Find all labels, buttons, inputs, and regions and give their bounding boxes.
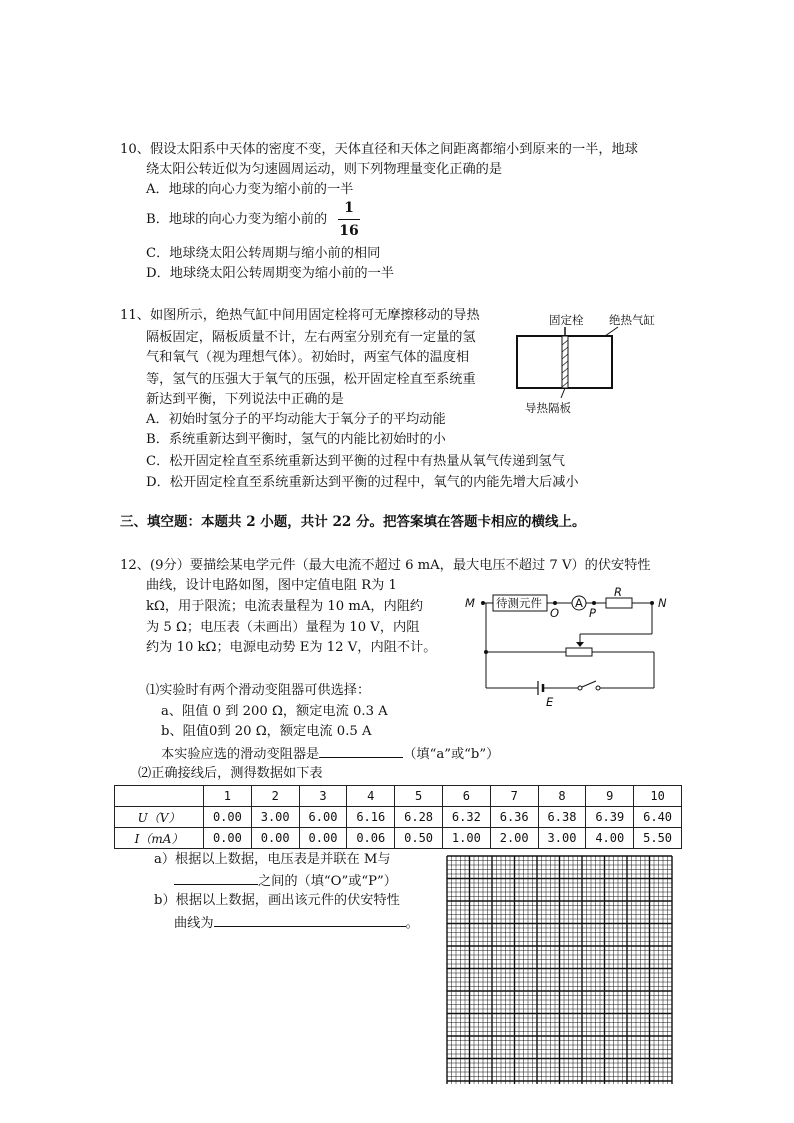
rheostat xyxy=(566,648,592,656)
answer-blank-rheostat[interactable] xyxy=(319,743,403,758)
table-cell: 3.00 xyxy=(251,807,299,828)
q12-part2-title: ⑵正确接线后，测得数据如下表 xyxy=(138,766,323,781)
resistor-r-label: R xyxy=(614,585,622,599)
graph-paper-grid[interactable] xyxy=(446,855,673,1085)
table-header-cell: 5 xyxy=(395,786,443,807)
table-cell: 0.00 xyxy=(299,828,347,849)
battery-e-label: E xyxy=(546,695,554,709)
q10-option-c: C．地球绕太阳公转周期与缩小前的相同 xyxy=(146,246,381,261)
q11-option-c: C．松开固定栓直至系统重新达到平衡的过程中有热量从氧气传递到氢气 xyxy=(146,454,565,469)
q12-stem-line5: 约为 10 kΩ；电源电动势 E为 12 V，内阻不计。 xyxy=(146,640,437,655)
q12-part1-question xyxy=(161,743,499,765)
element-under-test-label: 待测元件 xyxy=(496,596,542,610)
node-o-label: O xyxy=(550,606,560,620)
q12-stem-line1: 12、(9分）要描绘某电学元件（最大电流不超过 6 mA，最大电压不超过 7 V）的伏安特性 xyxy=(120,558,651,573)
row-label-current: I（mA） xyxy=(115,828,204,849)
q10-fraction-bar xyxy=(338,219,360,220)
q10-fraction-denominator: 16 xyxy=(339,223,359,239)
q11-stem-line5: 新达到平衡，下列说法中正确的是 xyxy=(146,392,344,407)
q11-stem-line4: 等，氢气的压强大于氧气的压强，松开固定栓直至系统重 xyxy=(146,372,476,387)
table-cell: 0.00 xyxy=(204,807,252,828)
table-cell: 5.50 xyxy=(634,828,682,849)
fixed-pin-label: 固定栓 xyxy=(549,313,584,327)
table-cell: 6.36 xyxy=(490,807,538,828)
table-cell: 2.00 xyxy=(490,828,538,849)
q12-part1-question-text: 本实验应选的滑动变阻器是 xyxy=(161,747,320,762)
q12-stem-line3: kΩ，用于限流；电流表量程为 10 mA，内阻约 xyxy=(146,599,424,614)
table-cell: 6.16 xyxy=(347,807,395,828)
table-row-current xyxy=(115,828,682,849)
table-cell: 6.00 xyxy=(299,807,347,828)
table-row-voltage xyxy=(115,807,682,828)
q11-option-d: D．松开固定栓直至系统重新达到平衡的过程中，氧气的内能先增大后减小 xyxy=(146,475,579,490)
cylinder-pointer-line xyxy=(605,327,618,336)
answer-blank-curve[interactable] xyxy=(214,912,406,927)
q12-sub-a-line2-text: 之间的（填“O”或“P”） xyxy=(258,874,397,889)
table-header-cell: 6 xyxy=(442,786,490,807)
q12-part1-option-b: b、阻值0到 20 Ω，额定电流 0.5 A xyxy=(161,724,372,739)
switch-contact-left xyxy=(578,686,582,690)
resistor-r xyxy=(606,598,632,608)
switch-contact-right xyxy=(596,686,600,690)
q11-cylinder-figure xyxy=(505,305,685,420)
table-header-cell xyxy=(115,786,204,807)
q12-data-table xyxy=(114,785,682,849)
table-cell: 6.32 xyxy=(442,807,490,828)
q12-stem-line2: 曲线，设计电路如图，图中定值电阻 R为 1 xyxy=(146,578,397,593)
table-header-cell: 1 xyxy=(204,786,252,807)
table-header-cell: 7 xyxy=(490,786,538,807)
table-header-cell: 4 xyxy=(347,786,395,807)
table-cell: 0.00 xyxy=(251,828,299,849)
q10-option-d: D．地球绕太阳公转周期变为缩小前的一半 xyxy=(146,266,394,281)
q12-sub-b-line2 xyxy=(174,912,419,934)
q12-sub-b-line2-text: 曲线为 xyxy=(174,916,214,931)
table-cell: 6.38 xyxy=(538,807,586,828)
q12-stem-line4: 为 5 Ω；电压表（未画出）量程为 10 V，内阻 xyxy=(146,620,420,635)
node-p-label: P xyxy=(589,606,596,620)
q12-circuit-diagram xyxy=(462,584,682,714)
q12-part1-option-a: a、阻值 0 到 200 Ω，额定电流 0.3 A xyxy=(161,704,388,719)
table-cell: 6.40 xyxy=(634,807,682,828)
q12-sub-b-line1: b）根据以上数据，画出该元件的伏安特性 xyxy=(154,893,400,908)
table-cell: 3.00 xyxy=(538,828,586,849)
answer-blank-voltmeter[interactable] xyxy=(174,870,258,885)
conducting-plate-label: 导热隔板 xyxy=(525,401,571,415)
table-cell: 1.00 xyxy=(442,828,490,849)
switch-lever xyxy=(582,681,596,687)
table-cell: 6.28 xyxy=(395,807,443,828)
table-cell: 0.00 xyxy=(204,828,252,849)
row-label-voltage: U（V） xyxy=(115,807,204,828)
table-header-cell: 2 xyxy=(251,786,299,807)
node-o xyxy=(553,601,557,605)
node-p xyxy=(592,601,596,605)
plate-pointer-line xyxy=(561,388,565,398)
table-header-cell: 8 xyxy=(538,786,586,807)
ammeter-label: A xyxy=(575,596,583,610)
q12-part1-title: ⑴实验时有两个滑动变阻器可供选择： xyxy=(146,683,371,698)
table-cell: 6.39 xyxy=(586,807,634,828)
q10-option-b-text: B．地球的向心力变为缩小前的 xyxy=(146,212,328,227)
q10-fraction-numerator: 1 xyxy=(344,200,354,216)
table-cell: 4.00 xyxy=(586,828,634,849)
q12-sub-a-line1: a）根据以上数据，电压表是并联在 M与 xyxy=(154,852,391,867)
table-header-row xyxy=(115,786,682,807)
q11-stem-line2: 隔板固定，隔板质量不计，左右两室分别充有一定量的氢 xyxy=(146,330,476,345)
insulated-cylinder-label: 绝热气缸 xyxy=(609,313,655,327)
q11-option-b: B．系统重新达到平衡时，氢气的内能比初始时的小 xyxy=(146,432,446,447)
q10-stem-line1: 10、假设太阳系中天体的密度不变，天体直径和天体之间距离都缩小到原来的一半，地球 xyxy=(120,142,638,157)
table-header-cell: 10 xyxy=(634,786,682,807)
node-m-label: M xyxy=(465,596,475,610)
q11-option-a: A．初始时氢分子的平均动能大于氧分子的平均动能 xyxy=(146,412,446,427)
table-cell: 0.50 xyxy=(395,828,443,849)
q10-stem-line2: 绕太阳公转近似为匀速圆周运动，则下列物理量变化正确的是 xyxy=(146,162,503,177)
node-n-label: N xyxy=(658,596,667,610)
q11-stem-line1: 11、如图所示，绝热气缸中间用固定栓将可无摩擦移动的导热 xyxy=(120,308,480,323)
q12-sub-a-line2 xyxy=(174,870,397,892)
table-header-cell: 3 xyxy=(299,786,347,807)
table-cell: 0.06 xyxy=(347,828,395,849)
section3-title: 三、填空题：本题共 2 小题，共计 22 分。把答案填在答题卡相应的横线上。 xyxy=(120,514,586,530)
q10-option-b xyxy=(146,210,327,230)
q10-option-a: A．地球的向心力变为缩小前的一半 xyxy=(146,182,354,197)
q12-sub-b-end: 。 xyxy=(405,916,419,931)
q11-stem-line3: 气和氧气（视为理想气体）。初始时，两室气体的温度相 xyxy=(146,350,470,365)
q12-part1-hint: （填“a”或“b”） xyxy=(403,747,500,762)
table-header-cell: 9 xyxy=(586,786,634,807)
